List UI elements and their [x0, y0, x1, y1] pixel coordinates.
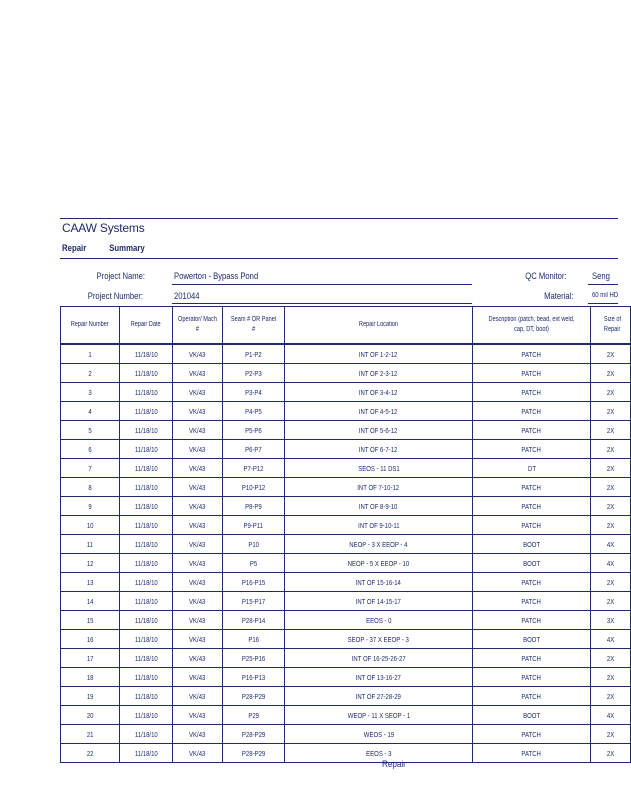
cell-size: 2X — [591, 573, 631, 592]
company-name: CAAW Systems — [62, 221, 145, 235]
cell-repair-number: 4 — [61, 402, 120, 421]
cell-size: 3X — [591, 611, 631, 630]
qc-monitor-underline — [588, 284, 618, 285]
cell-size: 2X — [591, 668, 631, 687]
table-row — [61, 402, 631, 421]
cell-repair-date: 11/18/10 — [120, 592, 173, 611]
cell-description: BOOT — [473, 630, 591, 649]
cell-seam-panel: P25-P16 — [223, 649, 285, 668]
cell-repair-number: 12 — [61, 554, 120, 573]
cell-size: 2X — [591, 649, 631, 668]
cell-description: PATCH — [473, 649, 591, 668]
cell-size: 2X — [591, 497, 631, 516]
cell-operator: VK/43 — [173, 497, 223, 516]
cell-operator: VK/43 — [173, 725, 223, 744]
table-row — [61, 344, 631, 364]
cell-seam-panel: P29 — [223, 706, 285, 725]
cell-description: PATCH — [473, 364, 591, 383]
cell-repair-number: 21 — [61, 725, 120, 744]
cell-repair-date: 11/18/10 — [120, 535, 173, 554]
cell-repair-location: INT OF 8-9-10 — [285, 497, 473, 516]
cell-repair-number: 22 — [61, 744, 120, 763]
col-size: Size of Repair — [591, 307, 631, 345]
cell-repair-date: 11/18/10 — [120, 611, 173, 630]
cell-repair-date: 11/18/10 — [120, 744, 173, 763]
cell-repair-number: 10 — [61, 516, 120, 535]
cell-operator: VK/43 — [173, 364, 223, 383]
project-name-label: Project Name: — [96, 271, 145, 281]
cell-operator: VK/43 — [173, 478, 223, 497]
cell-description: PATCH — [473, 725, 591, 744]
cell-repair-date: 11/18/10 — [120, 402, 173, 421]
cell-repair-date: 11/18/10 — [120, 383, 173, 402]
cell-size: 4X — [591, 630, 631, 649]
cell-seam-panel: P1-P2 — [223, 344, 285, 364]
cell-repair-location: INT OF 5-6-12 — [285, 421, 473, 440]
cell-size: 2X — [591, 402, 631, 421]
cell-seam-panel: P10 — [223, 535, 285, 554]
cell-seam-panel: P2-P3 — [223, 364, 285, 383]
cell-repair-location: INT OF 9-10-11 — [285, 516, 473, 535]
cell-seam-panel: P16 — [223, 630, 285, 649]
project-name-value: Powerton - Bypass Pond — [174, 271, 259, 281]
cell-seam-panel: P4-P5 — [223, 402, 285, 421]
cell-size: 4X — [591, 706, 631, 725]
cell-repair-date: 11/18/10 — [120, 421, 173, 440]
cell-size: 4X — [591, 535, 631, 554]
cell-seam-panel: P3-P4 — [223, 383, 285, 402]
cell-description: PATCH — [473, 687, 591, 706]
cell-operator: VK/43 — [173, 668, 223, 687]
cell-size: 2X — [591, 440, 631, 459]
cell-operator: VK/43 — [173, 687, 223, 706]
cell-description: DT — [473, 459, 591, 478]
table-row — [61, 383, 631, 402]
cell-description: BOOT — [473, 706, 591, 725]
cell-operator: VK/43 — [173, 402, 223, 421]
table-row — [61, 421, 631, 440]
project-number-label: Project Number: — [87, 291, 143, 301]
cell-repair-location: INT OF 2-3-12 — [285, 364, 473, 383]
cell-seam-panel: P15-P17 — [223, 592, 285, 611]
cell-repair-date: 11/18/10 — [120, 630, 173, 649]
cell-seam-panel: P28-P29 — [223, 744, 285, 763]
table-header-row — [61, 307, 631, 345]
cell-seam-panel: P6-P7 — [223, 440, 285, 459]
cell-seam-panel: P7-P12 — [223, 459, 285, 478]
cell-repair-number: 2 — [61, 364, 120, 383]
cell-repair-location: INT OF 13-16-27 — [285, 668, 473, 687]
cell-repair-date: 11/18/10 — [120, 706, 173, 725]
cell-operator: VK/43 — [173, 383, 223, 402]
top-rule — [60, 218, 618, 219]
cell-description: PATCH — [473, 344, 591, 364]
cell-description: BOOT — [473, 554, 591, 573]
cell-repair-location: EEOS - 0 — [285, 611, 473, 630]
cell-seam-panel: P16-P13 — [223, 668, 285, 687]
cell-operator: VK/43 — [173, 744, 223, 763]
cell-repair-location: INT OF 1-2-12 — [285, 344, 473, 364]
table-row — [61, 611, 631, 630]
cell-operator: VK/43 — [173, 573, 223, 592]
cell-repair-number: 1 — [61, 344, 120, 364]
table-row — [61, 725, 631, 744]
cell-size: 2X — [591, 478, 631, 497]
cell-description: PATCH — [473, 478, 591, 497]
cell-repair-number: 14 — [61, 592, 120, 611]
cell-repair-date: 11/18/10 — [120, 497, 173, 516]
cell-operator: VK/43 — [173, 706, 223, 725]
cell-repair-number: 19 — [61, 687, 120, 706]
cell-operator: VK/43 — [173, 535, 223, 554]
cell-repair-location: INT OF 7-10-12 — [285, 478, 473, 497]
cell-repair-location: INT OF 3-4-12 — [285, 383, 473, 402]
table-row — [61, 687, 631, 706]
table-row — [61, 592, 631, 611]
cell-repair-date: 11/18/10 — [120, 344, 173, 364]
cell-repair-date: 11/18/10 — [120, 573, 173, 592]
cell-repair-date: 11/18/10 — [120, 459, 173, 478]
cell-operator: VK/43 — [173, 440, 223, 459]
cell-description: PATCH — [473, 383, 591, 402]
col-repair-number: Repair Number — [61, 307, 120, 345]
cell-seam-panel: P28-P14 — [223, 611, 285, 630]
cell-repair-number: 5 — [61, 421, 120, 440]
cell-repair-number: 7 — [61, 459, 120, 478]
cell-repair-number: 17 — [61, 649, 120, 668]
cell-seam-panel: P10-P12 — [223, 478, 285, 497]
cell-operator: VK/43 — [173, 592, 223, 611]
cell-repair-location: INT OF 15-16-14 — [285, 573, 473, 592]
cell-description: PATCH — [473, 421, 591, 440]
table-row — [61, 364, 631, 383]
subtitle-repair: Repair — [62, 243, 87, 254]
table-row — [61, 630, 631, 649]
cell-operator: VK/43 — [173, 630, 223, 649]
cell-repair-number: 9 — [61, 497, 120, 516]
cell-repair-date: 11/18/10 — [120, 516, 173, 535]
cell-repair-number: 6 — [61, 440, 120, 459]
cell-repair-location: EEOS - 3 — [285, 744, 473, 763]
qc-monitor-value: Seng — [592, 271, 610, 281]
cell-seam-panel: P5-P6 — [223, 421, 285, 440]
cell-repair-date: 11/18/10 — [120, 649, 173, 668]
cell-repair-location: SEOP - 37 X EEOP - 3 — [285, 630, 473, 649]
cell-repair-number: 13 — [61, 573, 120, 592]
report-subtitle — [62, 243, 145, 254]
cell-size: 4X — [591, 554, 631, 573]
cell-operator: VK/43 — [173, 344, 223, 364]
project-number-underline — [172, 303, 472, 304]
cell-repair-location: INT OF 6-7-12 — [285, 440, 473, 459]
material-label: Material: — [544, 291, 574, 301]
cell-description: PATCH — [473, 668, 591, 687]
cell-seam-panel: P28-P29 — [223, 725, 285, 744]
cell-description: PATCH — [473, 516, 591, 535]
cell-description: PATCH — [473, 440, 591, 459]
cell-repair-number: 11 — [61, 535, 120, 554]
cell-repair-location: WEOP - 11 X SEOP - 1 — [285, 706, 473, 725]
cell-repair-number: 8 — [61, 478, 120, 497]
cell-repair-number: 18 — [61, 668, 120, 687]
table-row — [61, 649, 631, 668]
cell-seam-panel: P9-P11 — [223, 516, 285, 535]
table-row — [61, 478, 631, 497]
project-number-value: 201044 — [174, 291, 200, 301]
cell-repair-number: 20 — [61, 706, 120, 725]
cell-repair-date: 11/18/10 — [120, 668, 173, 687]
table-row — [61, 440, 631, 459]
cell-repair-date: 11/18/10 — [120, 687, 173, 706]
table-row — [61, 554, 631, 573]
cell-repair-date: 11/18/10 — [120, 440, 173, 459]
table-row — [61, 744, 631, 763]
subtitle-summary: Summary — [109, 243, 145, 254]
cell-repair-location: NEOP - 3 X EEOP - 4 — [285, 535, 473, 554]
cell-repair-location: NEOP - 5 X EEOP - 10 — [285, 554, 473, 573]
cell-repair-number: 15 — [61, 611, 120, 630]
cell-operator: VK/43 — [173, 421, 223, 440]
cell-size: 2X — [591, 459, 631, 478]
cell-size: 2X — [591, 725, 631, 744]
cell-operator: VK/43 — [173, 611, 223, 630]
cell-description: PATCH — [473, 573, 591, 592]
cell-size: 2X — [591, 516, 631, 535]
table-row — [61, 668, 631, 687]
cell-repair-number: 16 — [61, 630, 120, 649]
cell-seam-panel: P28-P29 — [223, 687, 285, 706]
material-underline — [588, 303, 618, 304]
cell-size: 2X — [591, 744, 631, 763]
table-row — [61, 497, 631, 516]
material-value: 60 mil HD — [592, 292, 619, 299]
table-row — [61, 573, 631, 592]
cell-seam-panel: P5 — [223, 554, 285, 573]
cell-operator: VK/43 — [173, 649, 223, 668]
table-row — [61, 535, 631, 554]
cell-repair-location: INT OF 14-15-17 — [285, 592, 473, 611]
cell-size: 2X — [591, 383, 631, 402]
cell-seam-panel: P16-P15 — [223, 573, 285, 592]
cell-repair-date: 11/18/10 — [120, 364, 173, 383]
cell-size: 2X — [591, 344, 631, 364]
cell-repair-date: 11/18/10 — [120, 725, 173, 744]
header-rule — [60, 258, 618, 259]
cell-repair-location: INT OF 4-5-12 — [285, 402, 473, 421]
cell-size: 2X — [591, 687, 631, 706]
cell-repair-location: INT OF 16-25-26-27 — [285, 649, 473, 668]
table-row — [61, 516, 631, 535]
cell-description: PATCH — [473, 592, 591, 611]
col-operator: Operator/ Mach # — [173, 307, 223, 345]
cell-repair-location: INT OF 27-28-29 — [285, 687, 473, 706]
cell-size: 2X — [591, 592, 631, 611]
cell-size: 2X — [591, 421, 631, 440]
table-row — [61, 459, 631, 478]
cell-description: PATCH — [473, 497, 591, 516]
cell-description: PATCH — [473, 402, 591, 421]
cell-repair-date: 11/18/10 — [120, 554, 173, 573]
footer-label: Repair — [382, 759, 406, 769]
cell-operator: VK/43 — [173, 516, 223, 535]
cell-description: PATCH — [473, 611, 591, 630]
col-seam-panel: Seam # OR Panel # — [223, 307, 285, 345]
cell-repair-number: 3 — [61, 383, 120, 402]
col-description: Description (patch, bead, ext weld, cap, DT, boot) — [473, 307, 591, 345]
cell-description: BOOT — [473, 535, 591, 554]
col-repair-location: Repair Location — [285, 307, 473, 345]
cell-repair-date: 11/18/10 — [120, 478, 173, 497]
col-repair-date: Repair Date — [120, 307, 173, 345]
cell-operator: VK/43 — [173, 459, 223, 478]
cell-description: PATCH — [473, 744, 591, 763]
cell-repair-location: SEOS - 11 DS1 — [285, 459, 473, 478]
cell-seam-panel: P8-P9 — [223, 497, 285, 516]
cell-repair-location: WEOS - 19 — [285, 725, 473, 744]
repair-table — [60, 306, 631, 763]
qc-monitor-label: QC Monitor: — [525, 271, 567, 281]
table-row — [61, 706, 631, 725]
cell-size: 2X — [591, 364, 631, 383]
cell-operator: VK/43 — [173, 554, 223, 573]
project-name-underline — [172, 284, 472, 285]
